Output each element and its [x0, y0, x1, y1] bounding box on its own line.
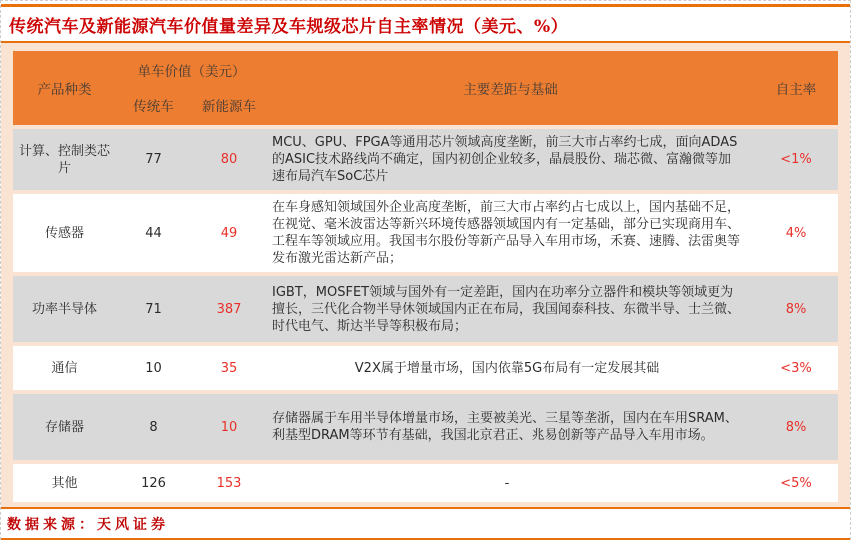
table-row — [13, 464, 838, 502]
page-title: 传统汽车及新能源汽车价值量差异及车规级芯片自主率情况（美元、%） — [9, 17, 569, 37]
table-container — [1, 43, 850, 507]
product-cell: 计算、控制类芯片 — [18, 143, 110, 176]
nev-value: 10 — [220, 419, 238, 435]
header-nev: 新能源车 — [202, 99, 256, 115]
rate-value: 8% — [785, 419, 807, 435]
product-cell: 其他 — [51, 475, 78, 491]
header-unit-value: 单车价值（美元） — [137, 64, 246, 80]
product-cell: 通信 — [51, 360, 78, 376]
gap-desc: 在车身感知领域国外企业高度垄断，前三大市占率约占七成以上，国内基础不足，在视觉、毫米波雷达等新兴环境传感器领域国内有一定基础，部分已实现商用车、工程车等领域应用。我国韦尔股份等新产品导入车用市场，禾赛、速腾、法雷奥等发布激光雷达新产品； — [272, 200, 741, 266]
product-cell: 存储器 — [44, 419, 84, 435]
traditional-value: 77 — [145, 152, 162, 167]
rate-value: 4% — [785, 225, 807, 241]
nev-value: 80 — [220, 152, 238, 167]
rate-value: 8% — [785, 301, 807, 317]
table-row — [13, 129, 838, 190]
gap-desc: MCU、GPU、FPGA等通用芯片领域高度垄断，前三大市占率约七成，面向ADAS的ASIC技术路线尚不确定，国内初创企业较多，晶晨股份、瑞芯微、富瀚微等加速布局汽车SoC芯片 — [272, 135, 738, 184]
product-cell: 功率半导体 — [31, 301, 97, 317]
table-row — [13, 346, 838, 390]
table-row — [13, 394, 838, 460]
rate-value: <3% — [780, 360, 812, 376]
rate-value: <1% — [780, 152, 812, 167]
header-product: 产品种类 — [37, 82, 92, 98]
traditional-value: 126 — [141, 475, 166, 491]
header-traditional: 传统车 — [133, 99, 174, 115]
gap-desc: - — [504, 475, 510, 491]
traditional-value: 8 — [149, 419, 158, 435]
traditional-value: 10 — [145, 360, 162, 376]
nev-value: 153 — [216, 475, 242, 491]
nev-value: 35 — [220, 360, 238, 376]
data-table — [13, 51, 838, 502]
rate-value: <5% — [780, 475, 812, 491]
table-row — [13, 276, 838, 342]
product-cell: 传感器 — [44, 225, 84, 241]
header-value-group — [116, 51, 267, 125]
table-header-row — [13, 51, 838, 125]
traditional-value: 44 — [145, 225, 162, 241]
nev-value: 387 — [216, 301, 242, 317]
header-rate: 自主率 — [775, 82, 817, 98]
traditional-value: 71 — [145, 301, 162, 317]
nev-value: 49 — [220, 225, 238, 241]
source-note: 数据来源：天风证券 — [7, 517, 169, 533]
header-gap: 主要差距与基础 — [463, 82, 558, 98]
gap-desc: V2X属于增量市场，国内依靠5G布局有一定发展其础 — [354, 360, 660, 376]
table-row — [13, 194, 838, 272]
gap-desc: 存储器属于车用半导体增量市场，主要被美光、三星等垄浙，国内在车用SRAM、利基型DRAM等环节有基础，我国北京君正、兆易创新等产品导入车用市场。 — [272, 411, 738, 443]
gap-desc: IGBT，MOSFET领域与国外有一定差距，国内在功率分立器件和模块等领域更为擅长，三代化合物半导休领域国内正在布局，我国闻泰科技、东微半导、士兰微、时代电气、斯达半导等积极布局； — [272, 284, 741, 334]
